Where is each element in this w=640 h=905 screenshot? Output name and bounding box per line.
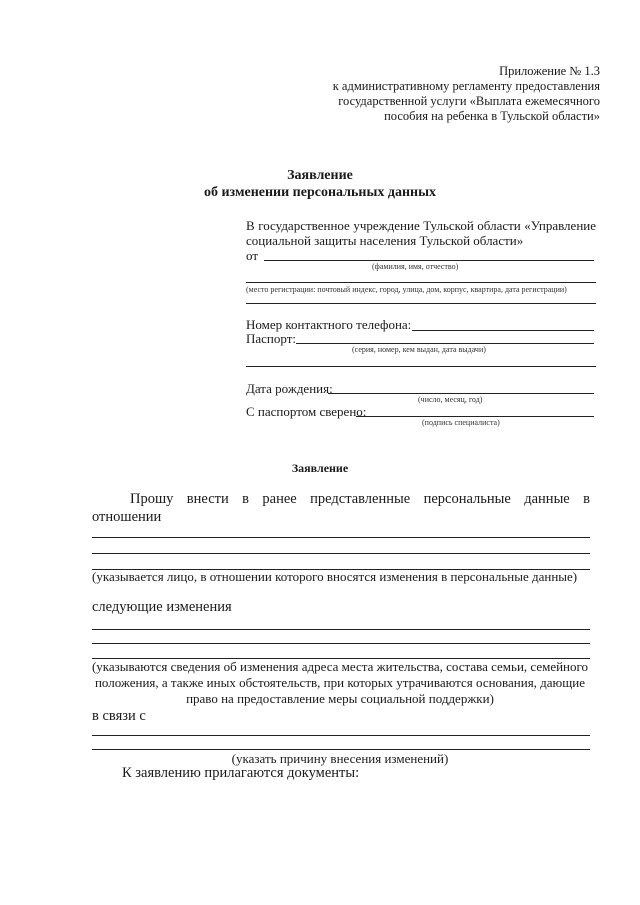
fio-caption: (фамилия, имя, отчество) — [372, 262, 459, 271]
request-line-1: Прошу внести в ранее представленные персональные данные в — [130, 491, 590, 507]
address-field[interactable] — [246, 282, 596, 283]
appendix-line-3: государственной услуги «Выплата ежемесячного — [338, 94, 600, 108]
passport-label: Паспорт: — [246, 331, 297, 346]
appendix-line-1: Приложение № 1.3 — [499, 64, 600, 78]
changes-caption-line-3: право на предоставление меры социальной поддержки) — [186, 691, 494, 706]
birth-date-caption: (число, месяц, год) — [418, 395, 483, 404]
changes-label: следующие изменения — [92, 599, 232, 615]
phone-field[interactable] — [412, 330, 594, 331]
changes-caption-line-2: положения, а также иных обстоятельств, при которых утрачиваются основания, дающие — [94, 675, 586, 690]
changes-field-1[interactable] — [92, 629, 590, 630]
verified-label: С паспортом сверено: — [246, 404, 367, 419]
birth-date-field[interactable] — [328, 393, 594, 394]
appendix-line-2: к административному регламенту предоставления — [332, 79, 600, 93]
reason-caption: (указать причину внесения изменений) — [231, 751, 449, 766]
body-heading: Заявление — [291, 461, 349, 475]
person-field-1[interactable] — [92, 537, 590, 538]
person-field-2[interactable] — [92, 553, 590, 554]
reason-field-2[interactable] — [92, 749, 590, 750]
person-caption: (указывается лицо, в отношении которого вносятся изменения в персональные данные) — [92, 569, 578, 584]
passport-field[interactable] — [296, 343, 594, 344]
addressee-line-1: В государственное учреждение Тульской области «Управление — [246, 218, 596, 233]
fio-field[interactable] — [264, 260, 594, 261]
request-line-2: отношении — [92, 509, 162, 525]
address-caption: (место регистрации: почтовый индекс, город, улица, дом, корпус, квартира, дата регистрации) — [246, 285, 567, 294]
changes-field-2[interactable] — [92, 643, 590, 644]
appendix-line-4: пособия на ребенка в Тульской области» — [384, 109, 600, 123]
birth-date-label: Дата рождения: — [246, 381, 333, 396]
attachments-label: К заявлению прилагаются документы: — [122, 765, 360, 781]
reason-label: в связи с — [92, 708, 146, 724]
addressee-line-2: социальной защиты населения Тульской области» — [246, 233, 524, 248]
changes-caption-line-1: (указываются сведения об изменения адреса места жительства, состава семьи, семейного — [91, 659, 589, 674]
address-field-2[interactable] — [246, 303, 596, 304]
verified-caption: (подпись специалиста) — [422, 418, 500, 427]
specialist-signature-field[interactable] — [356, 416, 594, 417]
document-title: Заявление — [287, 168, 353, 183]
document-subtitle: об изменении персональных данных — [203, 185, 437, 200]
phone-label: Номер контактного телефона: — [246, 317, 412, 332]
passport-field-2[interactable] — [246, 366, 596, 367]
reason-field-1[interactable] — [92, 735, 590, 736]
passport-caption: (серия, номер, кем выдан, дата выдачи) — [352, 345, 486, 354]
from-label: от — [246, 248, 259, 263]
